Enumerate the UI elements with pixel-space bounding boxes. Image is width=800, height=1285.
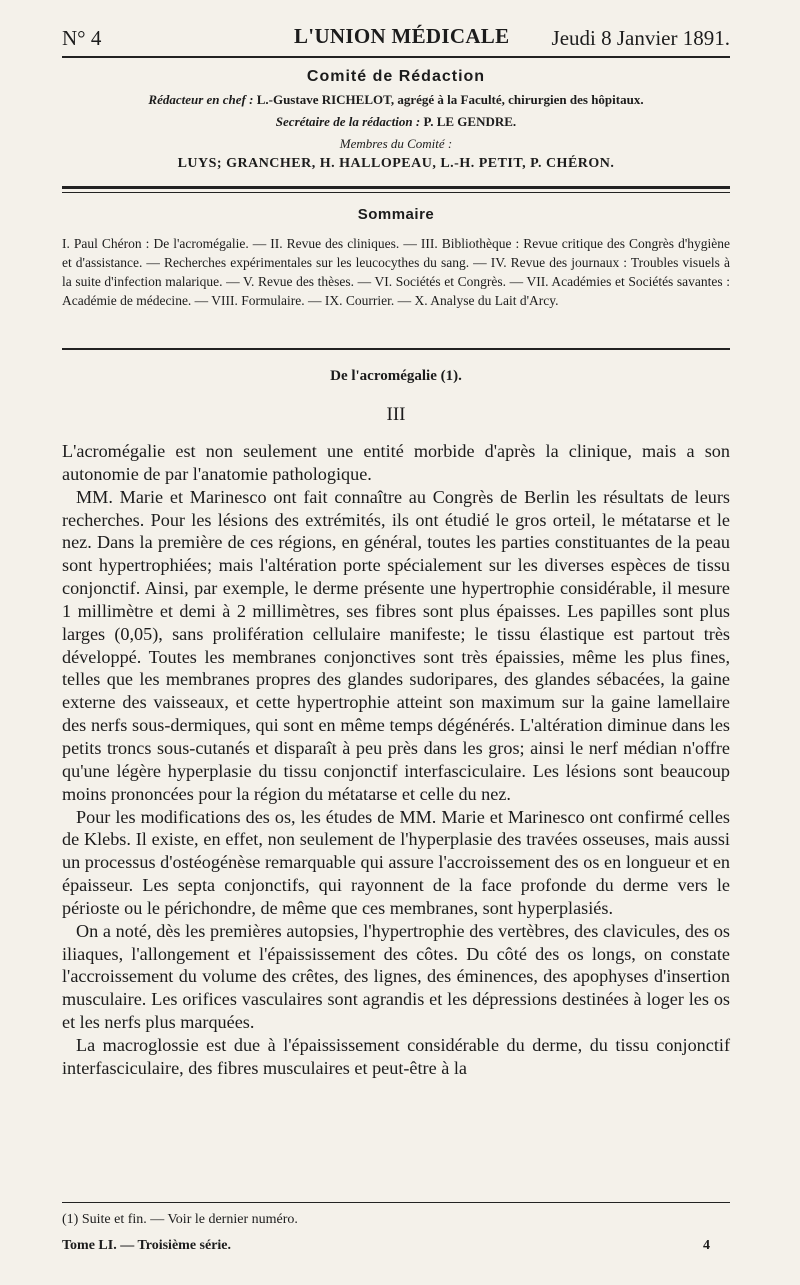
- running-head: [62, 22, 730, 52]
- paragraph: Pour les modifications des os, les études de MM. Marie et Marinesco ont confirmé celles de Klebs. Il existe, en effet, non seulement de l'hyperplasie des travées osseuses, mais aussi un processus d'ostéogénèse remarquable qui assure l'accroissement des os en longueur et en épaisseur. Les septa conjonctifs, qui rayonnent de la face profonde du derme vers le périoste ou le périchondre, de même que ces membranes, sont hyperplasiés.: [62, 806, 730, 918]
- page-number: 4: [703, 1238, 710, 1253]
- article-title: De l'acromégalie (1).: [330, 368, 462, 384]
- paragraph: MM. Marie et Marinesco ont fait connaître au Congrès de Berlin les résultats de leurs recherches. Pour les lésions des extrémités, ils ont étudié le gros orteil, le métatarse et le nez. Dans la première de ces régions, en général, toutes les parties constituantes de la peau sont hypertrophiées; mais l'altération porte spécialement sur les diverses espèces de tissu conjonctif. Ainsi, par exemple, le derme présente une hypertrophie considérable, il mesure 1 millimètre et demi à 2 millimètres, ses fibres sont plus épaisses. Les papilles sont plus larges (0,05), sans prolifération cellulaire manifeste; le tissu élastique est partout très développé. Toutes les membranes conjonctives sont très épaissies, même les plus fines, telles que les membranes propres des glandes sudoripares, des glandes sébacées, la gaine externe des vaisseaux, et cette hypertrophie atteint son maximum sur la gaine lamellaire des nerfs sous-dermiques, qui sont en même temps dégénérés. L'altération diminue dans les petits troncs sous-cutanés et disparaît à peu près dans les gros; ainsi le nerf médian n'offre qu'une légère hyperplasie du tissu conjonctif interfasciculaire. Les lésions sont beaucoup moins prononcées pour la région du métatarse et celle du nez.: [62, 486, 730, 804]
- chief-editor-line: [62, 92, 730, 108]
- article-body: [62, 440, 730, 1080]
- sommaire-title: Sommaire: [357, 206, 435, 223]
- secretary-value: P. LE GENDRE.: [423, 114, 517, 129]
- journal-title: L'UNION MÉDICALE: [294, 24, 510, 48]
- paragraph: L'acromégalie est non seulement une entité morbide d'après la clinique, mais a son autonomie de par l'anatomie pathologique.: [62, 441, 730, 484]
- committee-title: Comité de Rédaction: [306, 68, 486, 85]
- chief-editor-value: L.-Gustave RICHELOT, agrégé à la Faculté, chirurgien des hôpitaux.: [256, 92, 644, 107]
- issue-number: N° 4: [62, 26, 102, 50]
- sommaire-rule: [62, 348, 730, 350]
- footnote: (1) Suite et fin. — Voir le dernier numéro.: [62, 1212, 298, 1227]
- editorial-committee: [62, 68, 730, 172]
- secretary-line: [62, 114, 730, 130]
- committee-rule-bottom: [62, 192, 730, 193]
- section-number: III: [386, 404, 406, 425]
- paragraph: On a noté, dès les premières autopsies, l'hypertrophie des vertèbres, des clavicules, des os iliaques, l'allongement et l'épaississement des côtes. Du côté des os longs, on constate l'accroissement du volume des crêtes, des lignes, des éminences, des apophyses d'insertion musculaire. Les orifices vasculaires sont agrandis et les dépressions destinées à loger les os et les nerfs plus marquées.: [62, 920, 730, 1033]
- paragraph: La macroglossie est due à l'épaississement considérable du derme, du tissu conjonctif interfasciculaire, des fibres musculaires et peut-être à la: [62, 1034, 730, 1078]
- header-rule: [62, 56, 730, 58]
- issue-date: Jeudi 8 Janvier 1891.: [551, 26, 730, 50]
- tome-line: Tome LI. — Troisième série.: [62, 1238, 232, 1253]
- members-list: LUYS; GRANCHER, H. HALLOPEAU, L.-H. PETIT, P. CHÉRON.: [177, 156, 615, 171]
- secretary-label: Secrétaire de la rédaction :: [275, 114, 421, 129]
- footnote-rule: [62, 1202, 730, 1203]
- committee-rule-top: [62, 186, 730, 189]
- chief-editor-label: Rédacteur en chef :: [148, 92, 254, 107]
- members-label: Membres du Comité :: [339, 136, 453, 151]
- sommaire-text: I. Paul Chéron : De l'acromégalie. — II. Revue des cliniques. — III. Bibliothèque : Revue critique des Congrès d'hygiène et d'assistance. — Recherches expérimentales sur les leucocythes du sang. — IV. Revue des journaux : Troubles visuels à la suite d'infection malarique. — V. Revue des thèses. — VI. Sociétés et Congrès. — VII. Académies et Sociétés savantes : Académie de médecine. — VIII. Formulaire. — IX. Courrier. — X. Analyse du Lait d'Arcy.: [62, 236, 730, 308]
